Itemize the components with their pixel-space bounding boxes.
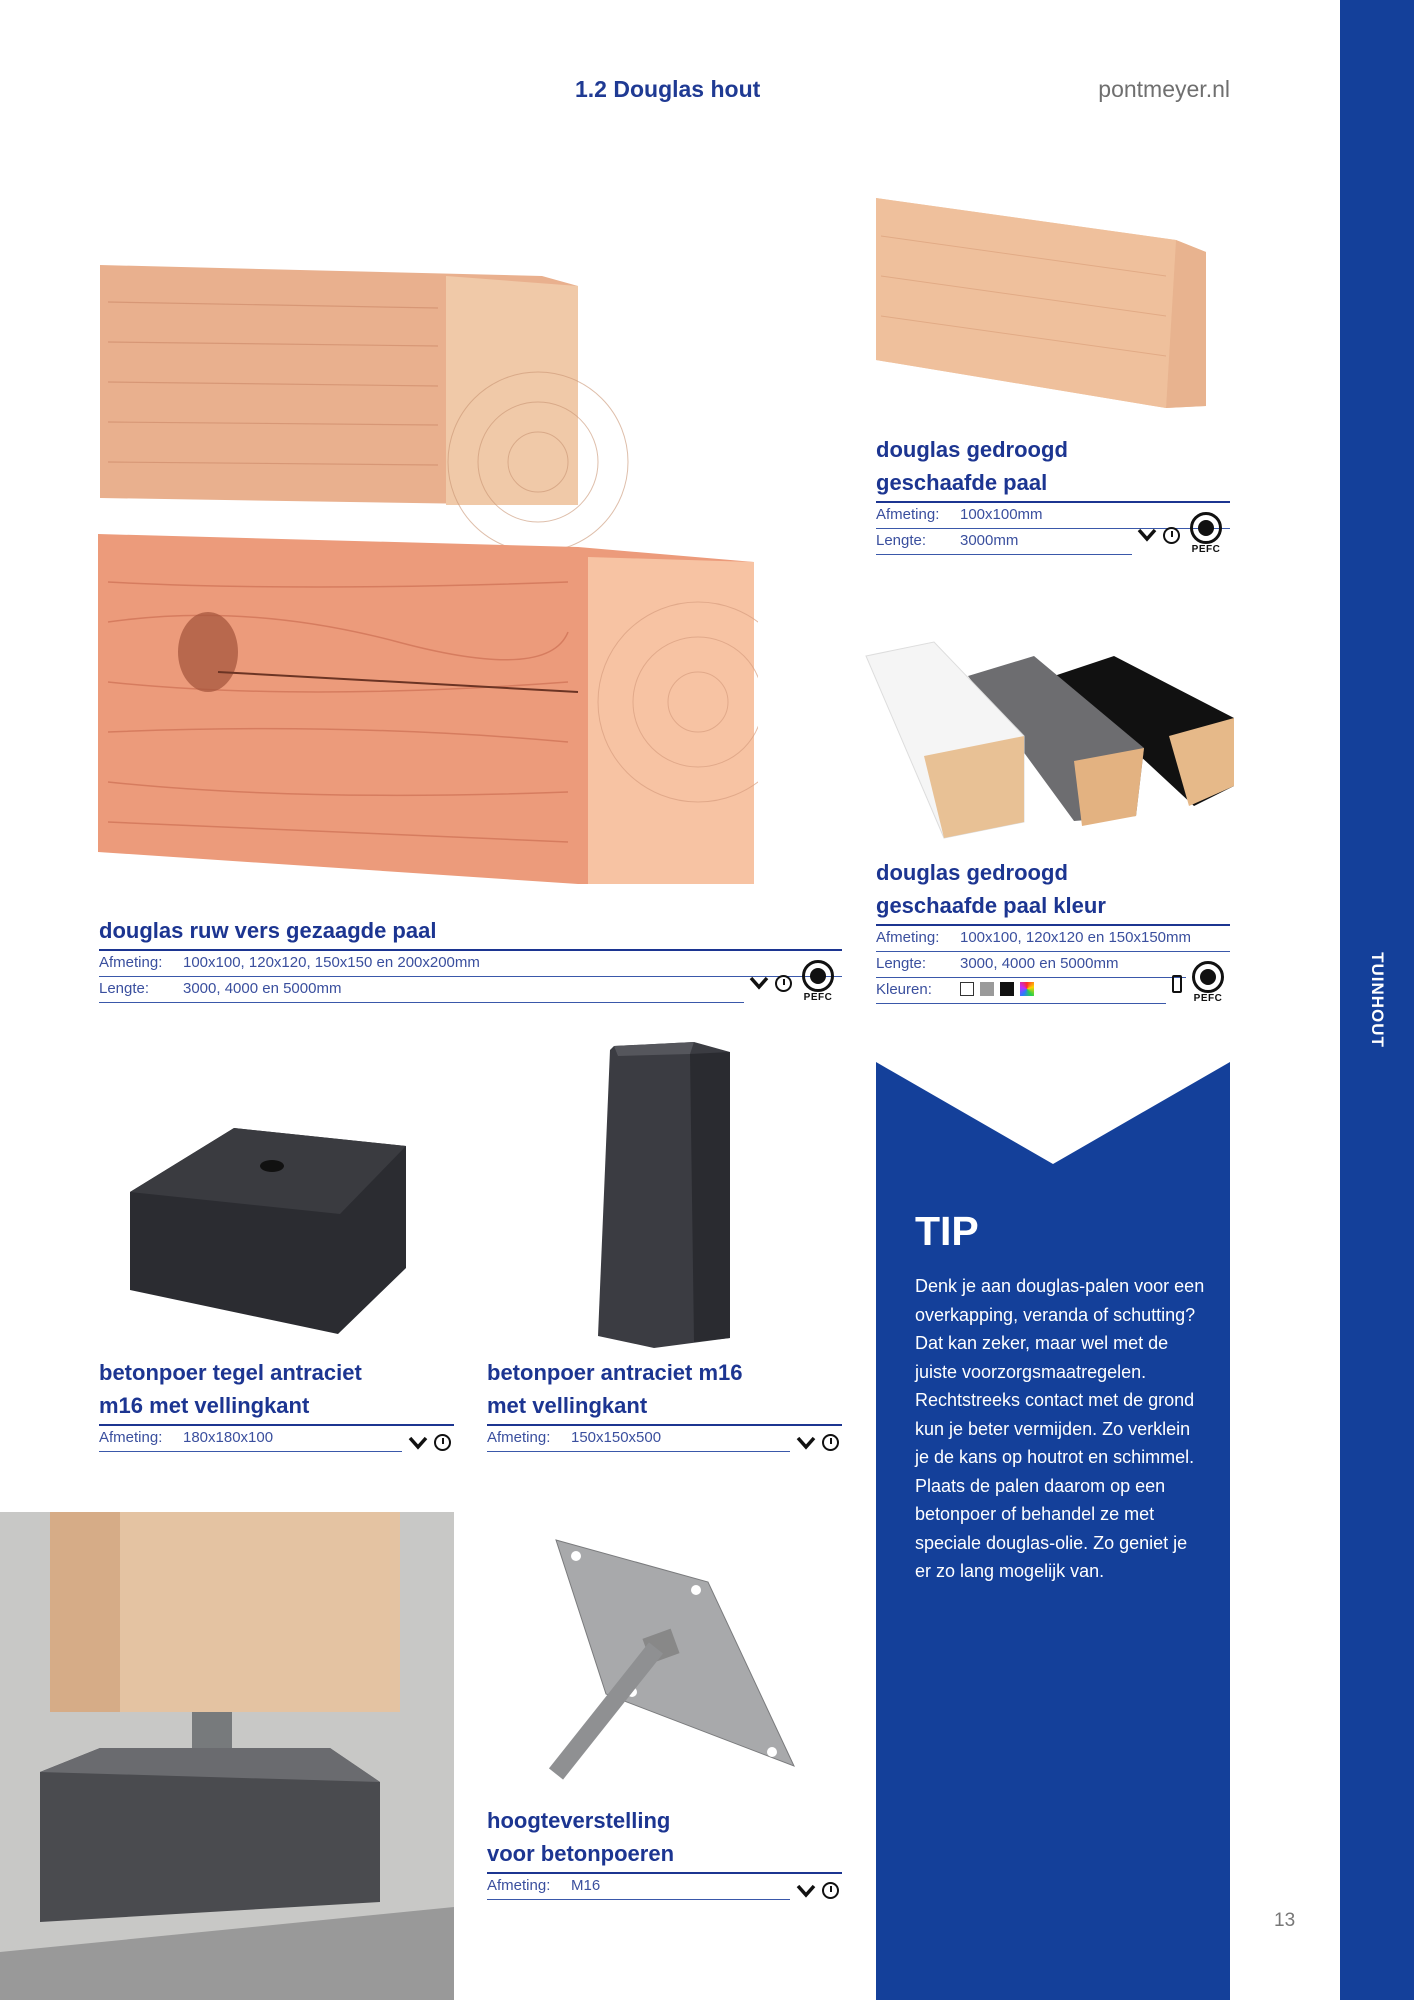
spec-row-afmeting (99, 951, 842, 977)
category-tab-label: TUINHOUT (1368, 952, 1387, 1048)
concrete-tile-photo (124, 1128, 410, 1338)
clock-icon (822, 1882, 839, 1899)
product-icons (408, 1434, 451, 1451)
spec-label: Lengte: (876, 532, 927, 549)
spec-value: 100x100mm (960, 506, 1043, 523)
spec-label: Afmeting: (876, 929, 940, 946)
rough-douglas-post-photo (98, 262, 758, 892)
product-name-line2: geschaafde paal kleur (876, 893, 1106, 918)
spec-label: Lengte: (99, 980, 150, 997)
spec-row-afmeting (487, 1874, 790, 1900)
product-icons (796, 1882, 839, 1899)
spec-value: 180x180x100 (183, 1429, 274, 1446)
product-icons (1172, 961, 1228, 1007)
product-name-line1: betonpoer tegel antraciet (99, 1360, 362, 1385)
spec-row-lengte (876, 529, 1132, 555)
chevron-down-icon[interactable] (796, 1436, 816, 1450)
chevron-down-icon[interactable] (408, 1436, 428, 1450)
pefc-logo: PEFC (1188, 961, 1228, 1007)
spec-value: 3000mm (960, 532, 1019, 549)
color-swatches (960, 978, 1040, 1002)
product-name-line1: douglas gedroogd (876, 860, 1068, 885)
spec-row-lengte (876, 952, 1186, 978)
color-swatch-multicolor[interactable] (1020, 982, 1034, 996)
color-swatch-white[interactable] (960, 982, 974, 996)
color-swatch-black[interactable] (1000, 982, 1014, 996)
spec-value: M16 (571, 1877, 601, 1894)
phone-icon (1172, 975, 1182, 993)
spec-label: Lengte: (876, 955, 927, 972)
tip-text: Denk je aan douglas-palen voor een overkapping, veranda of schutting? Dat kan zeker, maar wel met de juiste voorzorgsmaatregelen. Rechtstreeks contact met de grond kun je beter vermijden. Zo verklein je de kans op houtrot en schimmel. Plaats de palen daarom op een betonpoer of behandel ze met speciale douglas-olie. Zo geniet je er zo lang mogelijk van. (915, 1276, 1205, 1581)
spec-label: Afmeting: (487, 1877, 551, 1894)
pefc-logo: PEFC (798, 960, 838, 1006)
tip-title: TIP (915, 1208, 979, 1254)
spec-row-afmeting (99, 1426, 402, 1452)
post-on-concrete-base-photo (0, 1512, 454, 2000)
clock-icon (822, 1434, 839, 1451)
product-rough-sawn-post[interactable] (99, 914, 842, 1003)
spec-row-afmeting (876, 926, 1230, 952)
product-name-line1: douglas gedroogd (876, 437, 1068, 462)
color-swatch-grey[interactable] (980, 982, 994, 996)
concrete-pillar-photo (594, 1042, 736, 1350)
spec-row-kleuren (876, 978, 1166, 1004)
product-name-line2: voor betonpoeren (487, 1841, 675, 1866)
spec-value: 3000, 4000 en 5000mm (183, 980, 342, 997)
site-url[interactable]: pontmeyer.nl (1098, 76, 1230, 102)
product-name-line1: hoogteverstelling (487, 1808, 671, 1833)
planed-douglas-post-photo (876, 196, 1212, 414)
section-title: 1.2 Douglas hout (575, 76, 761, 102)
spec-label: Afmeting: (876, 506, 940, 523)
clock-icon (434, 1434, 451, 1451)
spec-row-lengte (99, 977, 744, 1003)
spec-row-afmeting (487, 1426, 790, 1452)
product-icons (1137, 512, 1226, 558)
height-adjustment-photo (536, 1538, 798, 1788)
colored-douglas-posts-photo (864, 636, 1236, 842)
product-icons (749, 960, 838, 1006)
chevron-down-icon[interactable] (1137, 528, 1157, 542)
product-icons (796, 1434, 839, 1451)
product-height-adjustment[interactable] (487, 1804, 842, 1900)
chevron-down-icon[interactable] (796, 1884, 816, 1898)
product-concrete-pillar[interactable] (487, 1356, 842, 1452)
spec-value: 100x100, 120x120, 150x150 en 200x200mm (183, 954, 480, 971)
spec-value: 3000, 4000 en 5000mm (960, 955, 1119, 972)
spec-label: Kleuren: (876, 981, 932, 998)
pefc-logo: PEFC (1186, 512, 1226, 558)
product-name-line2: geschaafde paal (876, 470, 1048, 495)
product-concrete-tile[interactable] (99, 1356, 454, 1452)
clock-icon (775, 975, 792, 992)
spec-value: 100x100, 120x120 en 150x150mm (960, 929, 1192, 946)
spec-label: Afmeting: (99, 1429, 163, 1446)
product-name: douglas ruw vers gezaagde paal (99, 918, 437, 943)
spec-label: Afmeting: (99, 954, 163, 971)
clock-icon (1163, 527, 1180, 544)
product-name-line1: betonpoer antraciet m16 (487, 1360, 743, 1385)
product-name-line2: m16 met vellingkant (99, 1393, 310, 1418)
chevron-down-icon[interactable] (749, 976, 769, 990)
page-number: 13 (1274, 1910, 1296, 1931)
spec-label: Afmeting: (487, 1429, 551, 1446)
product-name-line2: met vellingkant (487, 1393, 648, 1418)
spec-value: 150x150x500 (571, 1429, 662, 1446)
